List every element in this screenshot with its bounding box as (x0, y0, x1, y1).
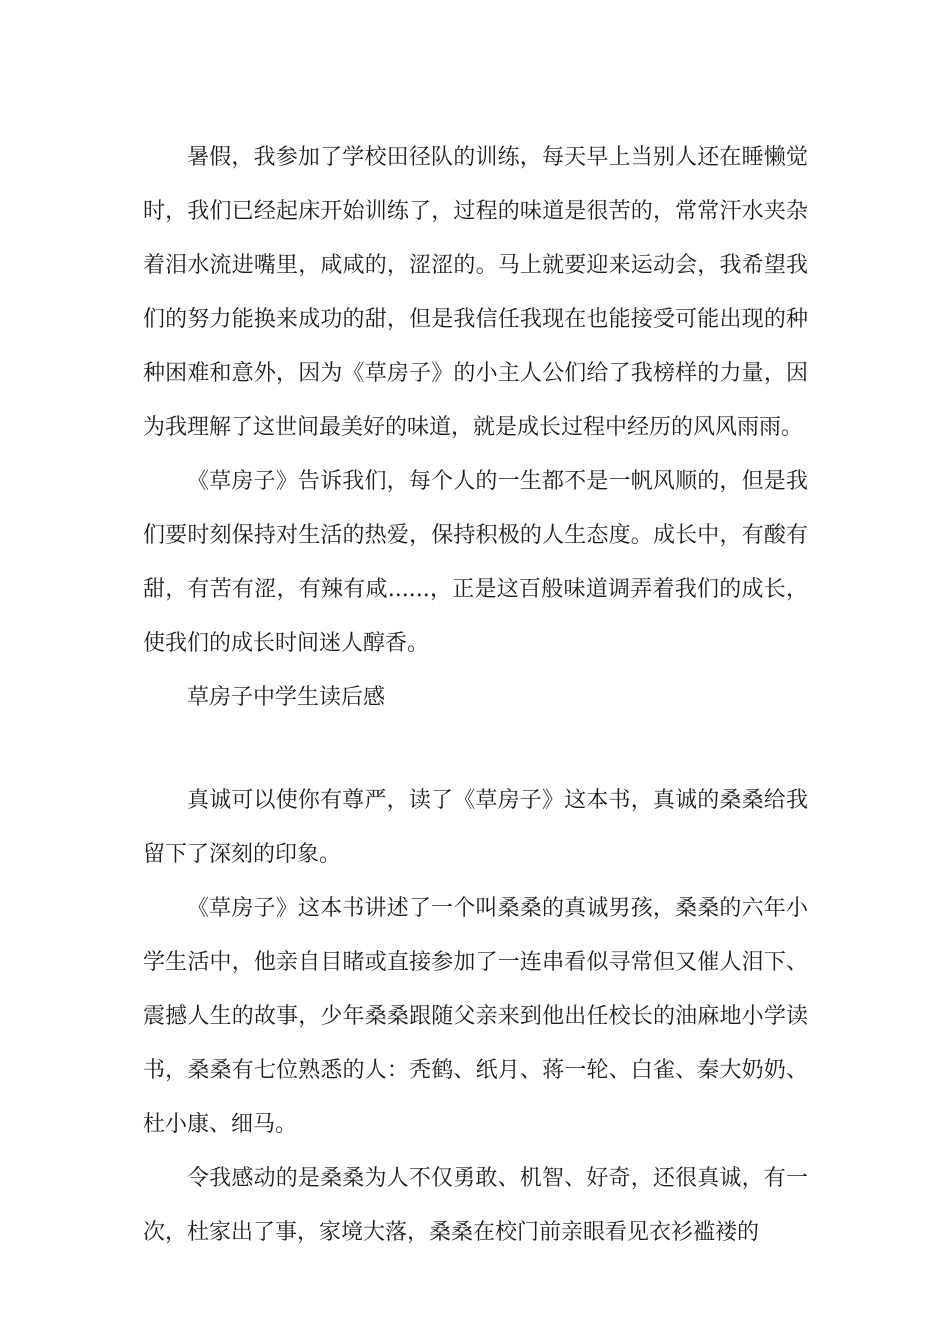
essay-body-top (143, 131, 808, 671)
paragraph-training: 暑假，我参加了学校田径队的训练，每天早上当别人还在睡懒觉时，我们已经起床开始训练了，过程的味道是很苦的，常常汗水夹杂着泪水流进嘴里，咸咸的，涩涩的。马上就要迎来运动会，我希望我们的努力能换来成功的甜，但是我信任我现在也能接受可能出现的种种困难和意外，因为《草房子》的小主人公们给了我榜样的力量，因为我理解了这世间最美好的味道，就是成长过程中经历的风风雨雨。 (143, 145, 808, 440)
paragraph-lesson: 《草房子》告诉我们，每个人的一生都不是一帆风顺的，但是我们要时刻保持对生活的热爱，保持积极的人生态度。成长中，有酸有甜，有苦有涩，有辣有咸......，正是这百般味道调弄着我们的成长，使我们的成长时间迷人醇香。 (143, 469, 808, 656)
paragraph-moved: 令我感动的是桑桑为人不仅勇敢、机智、好奇，还很真诚，有一次，杜家出了事，家境大落，桑桑在校门前亲眼看见衣衫褴褛的 (143, 1166, 808, 1245)
paragraph-honesty: 真诚可以使你有尊严，读了《草房子》这本书，真诚的桑桑给我留下了深刻的印象。 (143, 788, 808, 867)
essay-body-bottom (143, 774, 808, 1260)
paragraph-story: 《草房子》这本书讲述了一个叫桑桑的真诚男孩，桑桑的六年小学生活中，他亲自目睹或直接参加了一连串看似寻常但又催人泪下、震撼人生的故事，少年桑桑跟随父亲来到他出任校长的油麻地小学读书，桑桑有七位熟悉的人：秃鹤、纸月、蒋一轮、白雀、秦大奶奶、杜小康、细马。 (143, 896, 808, 1137)
section-title: 草房子中学生读后感 (187, 685, 386, 710)
